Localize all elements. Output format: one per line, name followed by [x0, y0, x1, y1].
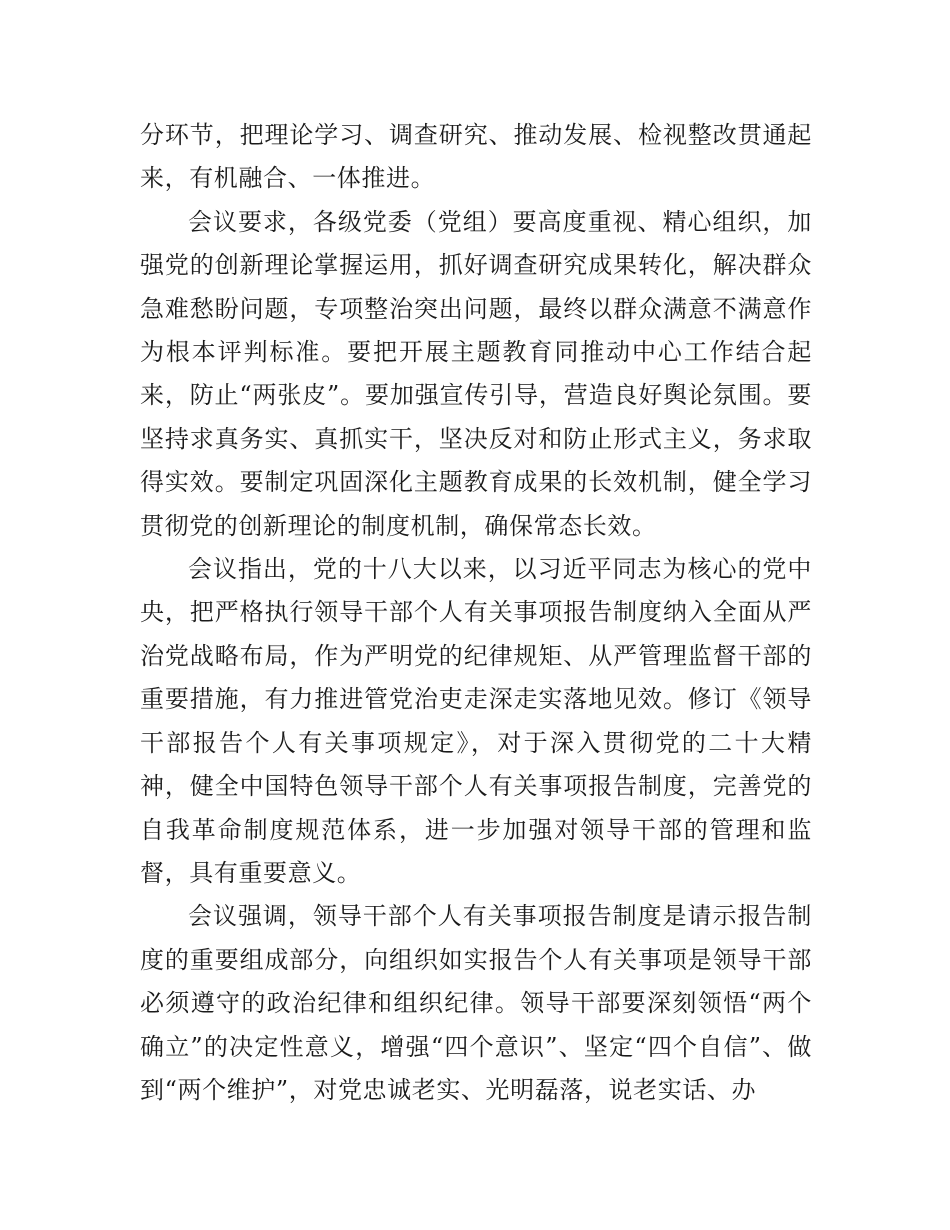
document-body: [140, 114, 812, 1112]
paragraph-3: 会议指出，党的十八大以来，以习近平同志为核心的党中央，把严格执行领导干部个人有关事项报告制度纳入全面从严治党战略布局，作为严明党的纪律规矩、从严管理监督干部的重要措施，有力推进管党治吏走深走实落地见效。修订《领导干部报告个人有关事项规定》，对于深入贯彻党的二十大精神，健全中国特色领导干部个人有关事项报告制度，完善党的自我革命制度规范体系，进一步加强对领导干部的管理和监督，具有重要意义。: [140, 555, 812, 887]
paragraph-2: 会议要求，各级党委（党组）要高度重视、精心组织，加强党的创新理论掌握运用，抓好调查研究成果转化，解决群众急难愁盼问题，专项整治突出问题，最终以群众满意不满意作为根本评判标准。要把开展主题教育同推动中心工作结合起来，防止“两张皮”。要加强宣传引导，营造良好舆论氛围。要坚持求真务实、真抓实干，坚决反对和防止形式主义，务求取得实效。要制定巩固深化主题教育成果的长效机制，健全学习贯彻党的创新理论的制度机制，确保常态长效。: [140, 207, 812, 540]
paragraph-1: 分环节，把理论学习、调查研究、推动发展、检视整改贯通起来，有机融合、一体推进。: [140, 121, 812, 193]
paragraph-4: 会议强调，领导干部个人有关事项报告制度是请示报告制度的重要组成部分，向组织如实报告个人有关事项是领导干部必须遵守的政治纪律和组织纪律。领导干部要深刻领悟“两个确立”的决定性意义，增强“四个意识”、坚定“四个自信”、做到“两个维护”，对党忠诚老实、光明磊落，说老实话、办: [140, 902, 812, 1104]
